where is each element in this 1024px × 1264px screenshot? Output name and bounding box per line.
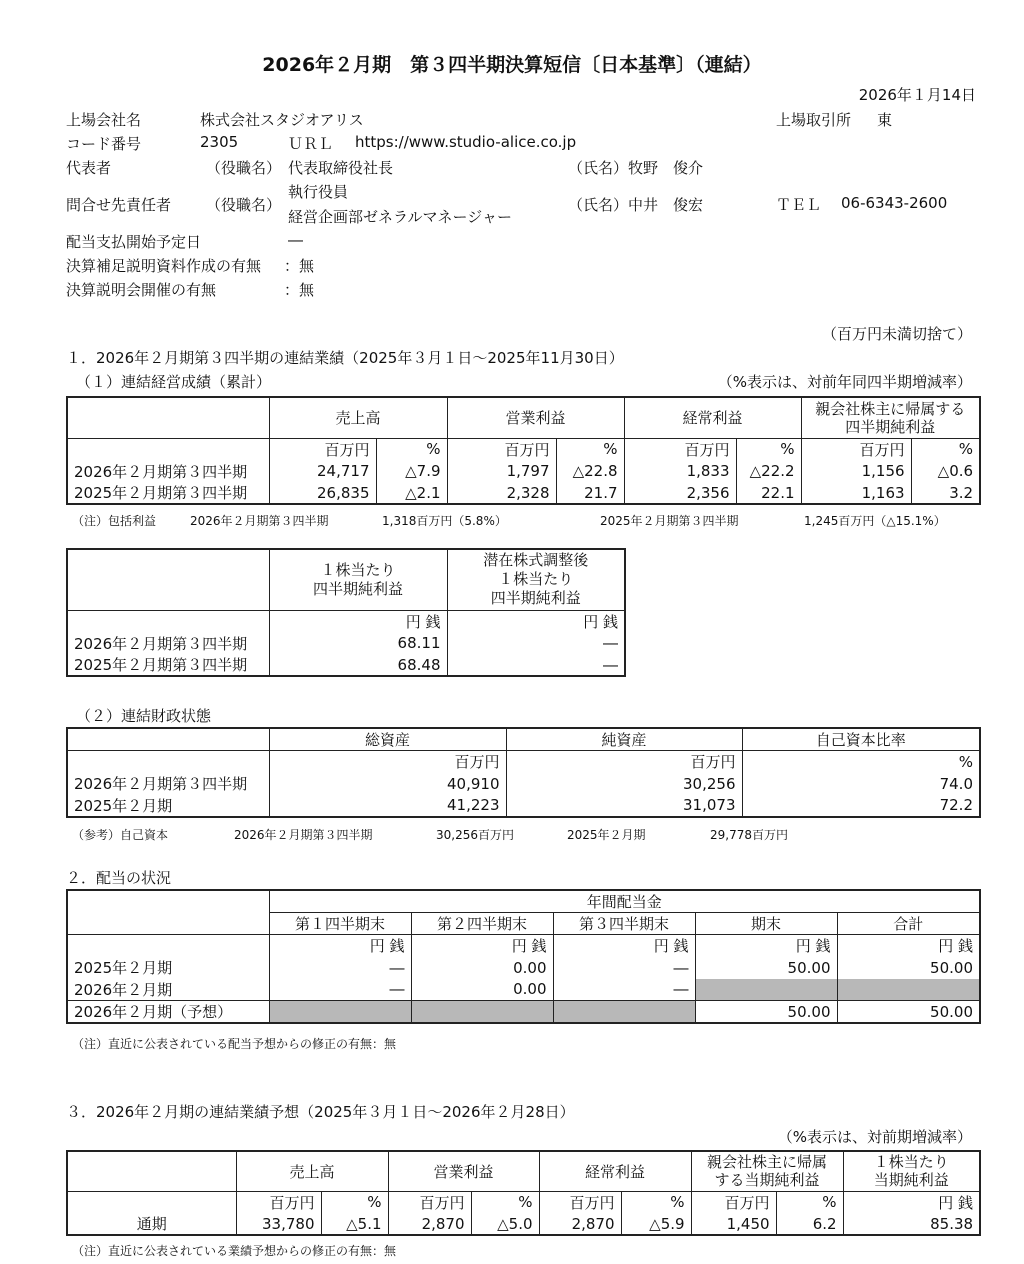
header-equity-ratio: 自己資本比率	[742, 728, 980, 751]
cell: △5.9	[621, 1213, 691, 1235]
unit: %	[471, 1191, 539, 1213]
cell: 50.00	[695, 957, 837, 979]
div-date: ―	[288, 231, 303, 249]
company-label: 上場会社名	[66, 111, 142, 129]
unit: %	[376, 438, 447, 460]
cell: 2,870	[388, 1213, 471, 1235]
unit: %	[621, 1191, 691, 1213]
header-annual-dividend: 年間配当金	[269, 890, 980, 913]
unit: 百万円	[539, 1191, 621, 1213]
row-label: 2026年２月期第３四半期	[74, 775, 248, 793]
dividends-table	[66, 889, 981, 1024]
header-op-income: 営業利益	[447, 397, 624, 438]
tel: 06-6343-2600	[841, 194, 948, 212]
cell: 40,910	[269, 773, 506, 795]
cell: 30,256	[506, 773, 742, 795]
row-label: 通期	[136, 1215, 167, 1233]
role-label: （役職名）	[206, 159, 282, 177]
cell: ―	[553, 957, 695, 979]
cell: △22.8	[556, 460, 624, 482]
cell: 72.2	[742, 795, 980, 817]
cell: 50.00	[837, 957, 980, 979]
row-label: 2025年２月期	[74, 796, 173, 815]
dividend-note: （注）直近に公表されている配当予想からの修正の有無：無	[72, 1037, 397, 1051]
cell: △7.9	[376, 460, 447, 482]
unit: 百万円	[388, 1191, 471, 1213]
cell: 2,356	[624, 482, 736, 504]
pct-note: （%表示は、対前年同四半期増減率）	[717, 373, 972, 391]
unit: 百万円	[691, 1191, 776, 1213]
header-q3: 第３四半期末	[553, 913, 695, 935]
section1-sub2: （２）連結財政状態	[76, 707, 212, 725]
section1-sub1: （１）連結経営成績（累計）	[76, 373, 272, 391]
header-diluted-eps: 潜在株式調整後 １株当たり 四半期純利益	[447, 549, 625, 610]
name-label: （氏名）	[568, 159, 629, 177]
cell: 1,797	[447, 460, 556, 482]
gray-cell	[695, 979, 837, 1001]
header-q1: 第１四半期末	[269, 913, 411, 935]
contact-label: 問合せ先責任者	[66, 196, 172, 214]
cell: 85.38	[843, 1213, 980, 1235]
unit: %	[776, 1191, 843, 1213]
unit: 百万円	[269, 751, 506, 773]
supp-label: 決算補足説明資料作成の有無	[66, 257, 262, 275]
cell: 3.2	[911, 482, 980, 504]
table-row	[67, 482, 980, 504]
row-label: 2025年２月期第３四半期	[74, 484, 248, 502]
row-label: 2025年２月期	[74, 959, 173, 977]
contact-name: 中井 俊宏	[628, 196, 704, 214]
cell: ―	[553, 979, 695, 1001]
table-row	[67, 979, 980, 1001]
name-label: （氏名）	[568, 196, 629, 214]
cell: 1,450	[691, 1213, 776, 1235]
cell: ―	[269, 957, 411, 979]
header-net-income: 親会社株主に帰属する 四半期純利益	[801, 397, 980, 438]
table-row	[67, 460, 980, 482]
unit: 百万円	[236, 1191, 321, 1213]
page-title: 2026年２月期 第３四半期決算短信〔日本基準〕（連結）	[262, 54, 762, 76]
cell: 22.1	[736, 482, 801, 504]
cell: 1,156	[801, 460, 911, 482]
div-date-label: 配当支払開始予定日	[66, 233, 202, 251]
header-eps: １株当たり 当期純利益	[843, 1151, 980, 1191]
table-row	[67, 795, 980, 817]
unit: %	[911, 438, 980, 460]
cell: ―	[447, 632, 625, 654]
cell: 26,835	[269, 482, 376, 504]
unit: 円 銭	[269, 935, 411, 957]
unit: 円 銭	[447, 610, 625, 632]
unit: 百万円	[801, 438, 911, 460]
exchange-label: 上場取引所	[776, 111, 852, 129]
row-label: 2026年２月期第３四半期	[74, 462, 248, 481]
meeting: ：無	[284, 281, 315, 299]
cell: ―	[269, 979, 411, 1001]
header-sales: 売上高	[236, 1151, 388, 1191]
gray-cell	[553, 1001, 695, 1024]
header-eps: １株当たり 四半期純利益	[269, 549, 447, 610]
header-op-income: 営業利益	[388, 1151, 539, 1191]
cell: 68.11	[269, 632, 447, 654]
url-label: ＵＲＬ	[288, 135, 334, 153]
cell: 0.00	[411, 957, 553, 979]
section3-title: ３．2026年２月期の連結業績予想（2025年３月１日～2026年２月28日）	[66, 1103, 575, 1121]
unit: 円 銭	[837, 935, 980, 957]
unit: 円 銭	[411, 935, 553, 957]
cell: 1,833	[624, 460, 736, 482]
forecast-note: （注）直近に公表されている業績予想からの修正の有無：無	[72, 1244, 397, 1258]
url-link[interactable]: https://www.studio-alice.co.jp	[355, 133, 577, 151]
section2-title: ２．配当の状況	[66, 869, 172, 887]
cell: △0.6	[911, 460, 980, 482]
eps-table	[66, 548, 626, 677]
unit: %	[556, 438, 624, 460]
cell: 2,328	[447, 482, 556, 504]
header-net-assets: 純資産	[506, 728, 742, 751]
header-net-income: 親会社株主に帰属 する当期純利益	[691, 1151, 843, 1191]
unit: 円 銭	[269, 610, 447, 632]
contact-role: 経営企画部ゼネラルマネージャー	[288, 208, 512, 226]
cell: 74.0	[742, 773, 980, 795]
gray-cell	[411, 1001, 553, 1024]
unit: 円 銭	[553, 935, 695, 957]
table-row	[67, 957, 980, 979]
unit-note: （百万円未満切捨て）	[821, 325, 972, 343]
rep-name: 牧野 俊介	[628, 159, 704, 177]
contact-role: 執行役員	[288, 183, 349, 201]
unit: 百万円	[269, 438, 376, 460]
row-label: 2026年２月期（予想）	[67, 1001, 269, 1024]
header-ord-income: 経常利益	[624, 397, 801, 438]
tel-label: ＴＥＬ	[776, 196, 822, 214]
supp: ：無	[284, 257, 315, 275]
table-row	[67, 654, 625, 676]
exchange: 東	[877, 111, 893, 129]
header-ord-income: 経常利益	[539, 1151, 691, 1191]
header-sales: 売上高	[269, 397, 447, 438]
cell: ―	[447, 654, 625, 676]
row-label: 2026年２月期	[74, 980, 173, 999]
operating-results-table	[66, 396, 981, 505]
rep-label: 代表者	[66, 159, 112, 177]
gray-cell	[837, 979, 980, 1001]
financial-position-table	[66, 727, 981, 818]
unit: 百万円	[624, 438, 736, 460]
header-q2: 第２四半期末	[411, 913, 553, 935]
cell: 50.00	[695, 1001, 837, 1024]
cell: 2,870	[539, 1213, 621, 1235]
header-year-end: 期末	[695, 913, 837, 935]
unit: 円 銭	[695, 935, 837, 957]
cell: △22.2	[736, 460, 801, 482]
cell: 50.00	[837, 1001, 980, 1024]
table-row	[67, 1213, 980, 1235]
cell: 41,223	[269, 795, 506, 817]
table-row	[67, 773, 980, 795]
unit: %	[736, 438, 801, 460]
row-label: 2025年２月期第３四半期	[74, 656, 248, 674]
unit: %	[321, 1191, 388, 1213]
header-total-assets: 総資産	[269, 728, 506, 751]
cell: 68.48	[269, 654, 447, 676]
cell: △2.1	[376, 482, 447, 504]
gray-cell	[269, 1001, 411, 1024]
forecast-pct-note: （%表示は、対前期増減率）	[777, 1128, 972, 1146]
role-label: （役職名）	[206, 196, 282, 214]
unit: 百万円	[447, 438, 556, 460]
forecast-table	[66, 1150, 981, 1236]
header-total: 合計	[837, 913, 980, 935]
cell: 0.00	[411, 979, 553, 1001]
section1-title: １．2026年２月期第３四半期の連結業績（2025年３月１日～2025年11月30日）	[66, 349, 624, 367]
row-label: 2026年２月期第３四半期	[74, 634, 248, 653]
rep-role: 代表取締役社長	[288, 159, 394, 177]
code-label: コード番号	[66, 135, 142, 153]
cell: 33,780	[236, 1213, 321, 1235]
report-date: 2026年１月14日	[858, 86, 976, 104]
unit: 百万円	[506, 751, 742, 773]
cell: 24,717	[269, 460, 376, 482]
unit: 円 銭	[843, 1191, 980, 1213]
cell: △5.1	[321, 1213, 388, 1235]
unit: %	[742, 751, 980, 773]
cell: 21.7	[556, 482, 624, 504]
cell: 6.2	[776, 1213, 843, 1235]
cell: 1,163	[801, 482, 911, 504]
company-name: 株式会社スタジオアリス	[200, 111, 364, 129]
table-row	[67, 632, 625, 654]
cell: 31,073	[506, 795, 742, 817]
table-row	[67, 1001, 980, 1024]
cell: △5.0	[471, 1213, 539, 1235]
meeting-label: 決算説明会開催の有無	[66, 281, 217, 299]
code: 2305	[200, 133, 239, 151]
